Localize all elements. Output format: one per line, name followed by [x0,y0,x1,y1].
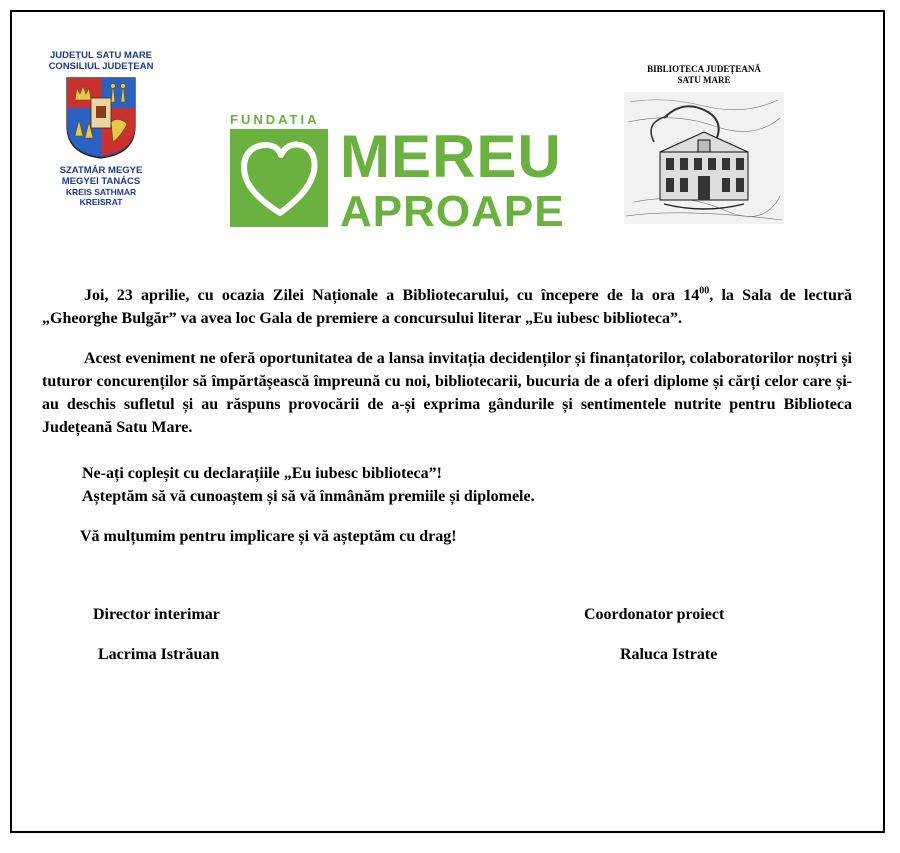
library-logo [620,64,788,224]
paragraph-event-announcement [42,284,852,330]
county-de-line-1: KREIS SATHMAR [65,187,137,197]
library-name [620,64,788,86]
signature-left-role: Director interimar [93,606,220,623]
foundation-name-line-2: APROAPE [340,187,565,236]
county-de-line-2: KREISRAT [79,197,123,207]
declarations-line-1: Ne-ați copleșit cu declarațiile „Eu iubesc biblioteca”! [82,465,442,482]
declarations-line-2: Așteptăm să vă cunoaștem și să vă înmânăm premiile și diplomele. [82,488,535,505]
heart-logo-box [230,129,328,227]
foundation-name-line-1: MEREU [340,123,562,190]
county-council-logo [46,50,156,207]
time-superscript: 00 [699,285,710,297]
coat-of-arms-icon [65,76,137,160]
county-hu-line-2: MEGYEI TANÁCS [61,176,141,187]
foundation-logo [230,112,590,236]
county-line-1: JUDEȚUL SATU MARE [49,50,153,61]
heart-icon [230,129,328,227]
foundation-label: FUNDATIA [230,112,320,127]
paragraph-thanks: Vă mulțumim pentru implicare și vă așteptăm cu drag! [80,528,457,545]
signature-right-role: Coordonator proiect [584,606,725,623]
county-hu-line-1: SZATMÁR MEGYE [59,165,143,176]
paragraph-1-text: Joi, 23 aprilie, cu ocazia Zilei Naționale a Bibliotecarului, cu începere de la ora 14 [84,287,700,304]
paragraph-invitation: Acest eveniment ne oferă oportunitatea de a lansa invitația decidenților și finanțatorilor, colaboratorilor noștri și tuturor concurenților să împărtășească împreună cu noi, bibliotecarii, bucuria de a oferi diplome și cărți celor care și-au deschis sufletul și au răspuns provocării de a-și exprima gândurile și sentimentele nutrite pentru Biblioteca Județeană Satu Mare. [42,350,852,436]
county-name-ro [46,50,156,72]
signature-right-name: Raluca Istrate [620,646,718,663]
county-name-hu-de [46,165,156,207]
library-name-line-1: BIBLIOTECA JUDEȚEANĂ [647,64,761,74]
paragraph-1-text-cont: , la Sala de lectură „Gheorghe Bulgăr” va avea loc Gala de premiere a concursului literar „Eu iubesc biblioteca”. [42,287,853,327]
library-name-line-2: SATU MARE [677,75,731,85]
county-line-2: CONSILIUL JUDEȚEAN [48,61,154,72]
paragraph-declarations [82,462,822,508]
library-building-icon [624,92,784,224]
signature-left-name: Lacrima Istrăuan [98,646,220,663]
